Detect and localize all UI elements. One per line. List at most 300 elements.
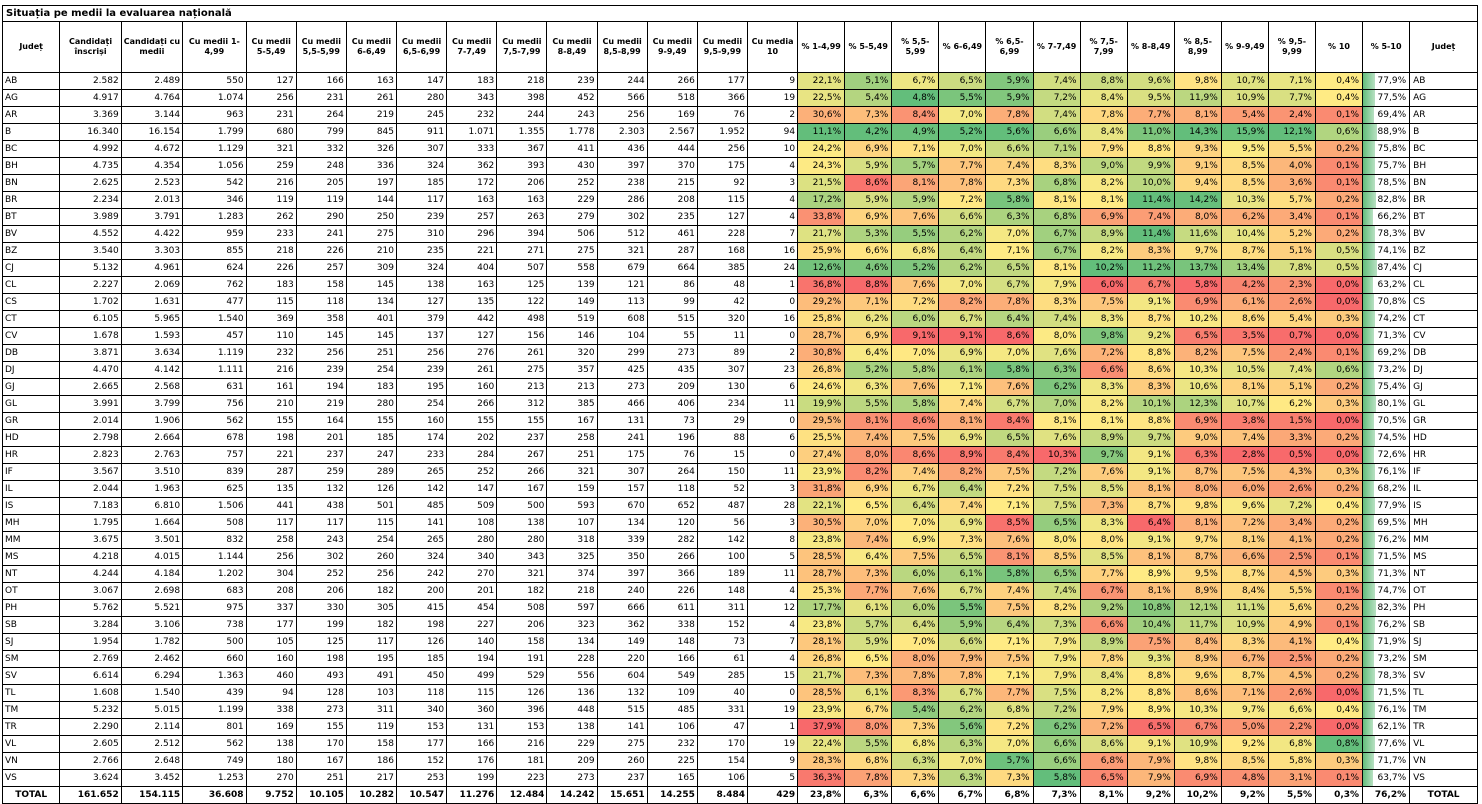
- percent-bar-cell: [1363, 634, 1410, 651]
- percent-cell: 7,3%: [1033, 617, 1080, 634]
- count-cell: 254: [346, 362, 396, 379]
- count-cell: 624: [183, 260, 246, 277]
- percent-cell: 8,1%: [1174, 515, 1221, 532]
- percent-cell: 7,4%: [939, 396, 986, 413]
- percent-cell: 6,8%: [1080, 753, 1127, 770]
- percent-value: 82,8%: [1377, 195, 1407, 205]
- percent-cell: 9,3%: [1174, 141, 1221, 158]
- count-cell: 183: [246, 277, 296, 294]
- column-header: % 9-9,49: [1221, 22, 1268, 73]
- percent-cell: 6,7%: [986, 396, 1033, 413]
- percent-cell: 36,8%: [798, 277, 845, 294]
- count-cell: 3.510: [121, 464, 182, 481]
- table-row: [3, 277, 1478, 294]
- data-bar: [1363, 464, 1375, 480]
- count-cell: 441: [246, 498, 296, 515]
- county-code: IL: [3, 481, 60, 498]
- percent-cell: 6,9%: [1080, 209, 1127, 226]
- percent-bar-cell: [1363, 175, 1410, 192]
- percent-cell: 8,1%: [892, 175, 939, 192]
- count-cell: 256: [697, 141, 747, 158]
- percent-cell: 7,7%: [845, 583, 892, 600]
- count-cell: 155: [296, 719, 346, 736]
- count-cell: 2.766: [60, 753, 121, 770]
- percent-cell: 22,5%: [798, 90, 845, 107]
- count-cell: 213: [497, 379, 547, 396]
- count-cell: 1.540: [121, 685, 182, 702]
- percent-cell: 11,0%: [1127, 124, 1174, 141]
- percent-cell: 0,2%: [1315, 668, 1362, 685]
- count-cell: 340: [447, 549, 497, 566]
- table-row: [3, 447, 1478, 464]
- total-cell: 11.276: [447, 787, 497, 804]
- county-code: HR: [3, 447, 60, 464]
- percent-bar-cell: [1363, 430, 1410, 447]
- percent-cell: 7,3%: [1080, 498, 1127, 515]
- count-cell: 148: [697, 583, 747, 600]
- count-cell: 213: [547, 379, 597, 396]
- column-header: Cu medii 7-7,49: [447, 22, 497, 73]
- count-cell: 282: [647, 532, 697, 549]
- percent-cell: 5,2%: [1268, 226, 1315, 243]
- count-cell: 210: [246, 396, 296, 413]
- percent-cell: 8,9%: [1174, 583, 1221, 600]
- count-cell: 439: [183, 685, 246, 702]
- count-cell: 512: [597, 226, 647, 243]
- count-cell: 76: [697, 107, 747, 124]
- count-cell: 131: [447, 719, 497, 736]
- count-cell: 103: [346, 685, 396, 702]
- count-cell: 3.567: [60, 464, 121, 481]
- percent-cell: 8,8%: [1127, 668, 1174, 685]
- column-header: % 6-6,49: [939, 22, 986, 73]
- count-cell: 506: [547, 226, 597, 243]
- table-row: [3, 770, 1478, 787]
- count-cell: 138: [246, 736, 296, 753]
- count-cell: 2.523: [121, 175, 182, 192]
- percent-cell: 6,4%: [1127, 515, 1174, 532]
- count-cell: 562: [183, 413, 246, 430]
- percent-cell: 0,4%: [1315, 498, 1362, 515]
- percent-cell: 8,2%: [1080, 685, 1127, 702]
- count-cell: 4.422: [121, 226, 182, 243]
- percent-cell: 7,9%: [1080, 141, 1127, 158]
- count-cell: 457: [183, 328, 246, 345]
- count-cell: 6.810: [121, 498, 182, 515]
- count-cell: 593: [547, 498, 597, 515]
- column-header: Cu medii 8,5-8,99: [597, 22, 647, 73]
- count-cell: 243: [296, 532, 346, 549]
- percent-cell: 8,0%: [845, 447, 892, 464]
- percent-cell: 7,4%: [1127, 209, 1174, 226]
- count-cell: 336: [346, 158, 396, 175]
- column-header: % 5-5,49: [845, 22, 892, 73]
- column-header: Cu medii 9,5-9,99: [697, 22, 747, 73]
- total-cell: 14.255: [647, 787, 697, 804]
- percent-cell: 8,7%: [1174, 464, 1221, 481]
- percent-cell: 7,7%: [1268, 90, 1315, 107]
- count-cell: 168: [697, 243, 747, 260]
- percent-cell: 7,1%: [845, 294, 892, 311]
- count-cell: 3: [747, 481, 797, 498]
- percent-cell: 6,2%: [1221, 209, 1268, 226]
- percent-cell: 6,8%: [1033, 175, 1080, 192]
- data-bar: [1363, 311, 1375, 327]
- table-row: [3, 753, 1478, 770]
- percent-cell: 7,5%: [1127, 634, 1174, 651]
- table-row: [3, 175, 1478, 192]
- percent-cell: 6,0%: [892, 311, 939, 328]
- count-cell: 266: [647, 549, 697, 566]
- count-cell: 321: [597, 243, 647, 260]
- count-cell: 104: [597, 328, 647, 345]
- table-row: [3, 311, 1478, 328]
- percent-cell: 7,5%: [1033, 481, 1080, 498]
- percent-cell: 8,2%: [939, 464, 986, 481]
- percent-cell: 5,4%: [1268, 311, 1315, 328]
- count-cell: 466: [597, 396, 647, 413]
- count-cell: 529: [497, 668, 547, 685]
- count-cell: 337: [246, 600, 296, 617]
- percent-cell: 9,8%: [1080, 328, 1127, 345]
- percent-value: 66,2%: [1377, 212, 1407, 222]
- count-cell: 180: [246, 753, 296, 770]
- percent-cell: 6,5%: [1033, 515, 1080, 532]
- count-cell: 542: [183, 175, 246, 192]
- column-header: Candidați înscriși: [60, 22, 121, 73]
- total-cell: 15.651: [597, 787, 647, 804]
- percent-bar-cell: [1363, 192, 1410, 209]
- percent-cell: 8,4%: [892, 107, 939, 124]
- percent-cell: 24,3%: [798, 158, 845, 175]
- count-cell: 6: [747, 430, 797, 447]
- count-cell: 1.202: [183, 566, 246, 583]
- count-cell: 499: [447, 668, 497, 685]
- percent-value: 82,3%: [1377, 603, 1407, 613]
- percent-cell: 6,5%: [986, 260, 1033, 277]
- count-cell: 357: [547, 362, 597, 379]
- count-cell: 239: [397, 209, 447, 226]
- percent-cell: 4,2%: [845, 124, 892, 141]
- count-cell: 2.234: [60, 192, 121, 209]
- count-cell: 119: [346, 719, 396, 736]
- count-cell: 157: [597, 481, 647, 498]
- percent-cell: 5,9%: [986, 73, 1033, 90]
- count-cell: 2.648: [121, 753, 182, 770]
- percent-value: 73,2%: [1377, 365, 1407, 375]
- count-cell: 749: [183, 753, 246, 770]
- count-cell: 7: [747, 226, 797, 243]
- percent-cell: 6,3%: [986, 209, 1033, 226]
- percent-cell: 6,9%: [845, 141, 892, 158]
- count-cell: 119: [246, 192, 296, 209]
- county-code: IF: [1410, 464, 1478, 481]
- percent-cell: 3,6%: [1268, 175, 1315, 192]
- percent-cell: 5,9%: [892, 192, 939, 209]
- percent-bar-cell: [1363, 362, 1410, 379]
- percent-cell: 6,5%: [845, 651, 892, 668]
- count-cell: 6: [747, 379, 797, 396]
- count-cell: 164: [296, 413, 346, 430]
- percent-cell: 6,9%: [939, 430, 986, 447]
- count-cell: 1.253: [183, 770, 246, 787]
- percent-cell: 0,1%: [1315, 209, 1362, 226]
- count-cell: 198: [296, 651, 346, 668]
- count-cell: 55: [647, 328, 697, 345]
- percent-cell: 7,2%: [1033, 90, 1080, 107]
- count-cell: 221: [246, 447, 296, 464]
- count-cell: 4.218: [60, 549, 121, 566]
- count-cell: 4.764: [121, 90, 182, 107]
- count-cell: 177: [397, 736, 447, 753]
- percent-cell: 3,4%: [1268, 209, 1315, 226]
- percent-cell: 7,1%: [1268, 73, 1315, 90]
- percent-value: 71,3%: [1377, 331, 1407, 341]
- count-cell: 324: [397, 260, 447, 277]
- data-bar: [1363, 124, 1377, 140]
- county-code: VS: [3, 770, 60, 787]
- percent-bar-cell: [1363, 345, 1410, 362]
- count-cell: 7: [747, 634, 797, 651]
- count-cell: 258: [547, 430, 597, 447]
- column-header: Cu medii 9-9,49: [647, 22, 697, 73]
- percent-bar-cell: [1363, 770, 1410, 787]
- percent-bar-cell: [1363, 73, 1410, 90]
- count-cell: 163: [447, 192, 497, 209]
- percent-cell: 6,7%: [892, 73, 939, 90]
- count-cell: 3: [747, 515, 797, 532]
- percent-cell: 22,4%: [798, 736, 845, 753]
- count-cell: 109: [647, 685, 697, 702]
- count-cell: 4.015: [121, 549, 182, 566]
- column-header: % 8-8,49: [1127, 22, 1174, 73]
- count-cell: 231: [296, 90, 346, 107]
- count-cell: 131: [597, 413, 647, 430]
- county-code: DJ: [1410, 362, 1478, 379]
- count-cell: 6.294: [121, 668, 182, 685]
- percent-bar-cell: [1363, 328, 1410, 345]
- count-cell: 163: [497, 192, 547, 209]
- percent-value: 71,5%: [1377, 552, 1407, 562]
- percent-cell: 8,2%: [1080, 396, 1127, 413]
- count-cell: 248: [296, 158, 346, 175]
- percent-cell: 6,0%: [892, 600, 939, 617]
- percent-cell: 5,1%: [1268, 379, 1315, 396]
- count-cell: 199: [296, 617, 346, 634]
- count-cell: 169: [647, 107, 697, 124]
- percent-cell: 12,1%: [1174, 600, 1221, 617]
- count-cell: 106: [697, 770, 747, 787]
- percent-cell: 24,2%: [798, 141, 845, 158]
- count-cell: 172: [447, 175, 497, 192]
- percent-value: 71,5%: [1377, 688, 1407, 698]
- percent-cell: 7,6%: [892, 209, 939, 226]
- percent-cell: 8,7%: [1221, 668, 1268, 685]
- count-cell: 299: [597, 345, 647, 362]
- data-bar: [1363, 617, 1375, 633]
- count-cell: 9: [747, 73, 797, 90]
- percent-cell: 7,8%: [1080, 651, 1127, 668]
- percent-cell: 7,5%: [1033, 498, 1080, 515]
- county-code: TL: [1410, 685, 1478, 702]
- count-cell: 127: [447, 328, 497, 345]
- percent-cell: 28,3%: [798, 753, 845, 770]
- percent-cell: 21,5%: [798, 175, 845, 192]
- percent-bar-cell: [1363, 481, 1410, 498]
- table-row: [3, 481, 1478, 498]
- percent-cell: 15,9%: [1221, 124, 1268, 141]
- count-cell: 270: [246, 770, 296, 787]
- table-row: [3, 685, 1478, 702]
- percent-cell: 6,0%: [1221, 481, 1268, 498]
- count-cell: 167: [497, 481, 547, 498]
- percent-cell: 14,3%: [1174, 124, 1221, 141]
- percent-cell: 8,8%: [1127, 413, 1174, 430]
- percent-cell: 1,5%: [1268, 413, 1315, 430]
- count-cell: 260: [346, 549, 396, 566]
- count-cell: 3.791: [121, 209, 182, 226]
- percent-cell: 9,3%: [1127, 651, 1174, 668]
- percent-cell: 7,6%: [892, 379, 939, 396]
- count-cell: 518: [647, 90, 697, 107]
- percent-cell: 5,2%: [892, 260, 939, 277]
- county-code: DJ: [3, 362, 60, 379]
- percent-cell: 13,4%: [1221, 260, 1268, 277]
- county-code: AG: [3, 90, 60, 107]
- county-code: BZ: [3, 243, 60, 260]
- count-cell: 232: [647, 736, 697, 753]
- count-cell: 280: [447, 532, 497, 549]
- percent-cell: 6,3%: [939, 736, 986, 753]
- count-cell: 127: [697, 209, 747, 226]
- percent-cell: 6,8%: [892, 736, 939, 753]
- count-cell: 2.013: [121, 192, 182, 209]
- percent-cell: 6,6%: [1033, 736, 1080, 753]
- percent-value: 78,3%: [1377, 229, 1407, 239]
- percent-cell: 6,4%: [939, 481, 986, 498]
- percent-cell: 17,2%: [798, 192, 845, 209]
- count-cell: 185: [397, 175, 447, 192]
- count-cell: 631: [183, 379, 246, 396]
- count-cell: 11: [747, 396, 797, 413]
- count-cell: 366: [647, 566, 697, 583]
- count-cell: 444: [647, 141, 697, 158]
- percent-cell: 8,1%: [1221, 379, 1268, 396]
- percent-cell: 7,8%: [845, 770, 892, 787]
- percent-cell: 7,2%: [1033, 702, 1080, 719]
- percent-bar-cell: [1363, 651, 1410, 668]
- percent-cell: 6,7%: [1033, 226, 1080, 243]
- count-cell: 159: [547, 481, 597, 498]
- percent-cell: 0,2%: [1315, 532, 1362, 549]
- percent-value: 80,1%: [1377, 399, 1407, 409]
- percent-cell: 7,3%: [845, 107, 892, 124]
- count-cell: 311: [697, 600, 747, 617]
- percent-cell: 7,7%: [1127, 107, 1174, 124]
- count-cell: 127: [397, 294, 447, 311]
- count-cell: 15: [747, 668, 797, 685]
- count-cell: 138: [547, 719, 597, 736]
- count-cell: 29: [697, 413, 747, 430]
- percent-cell: 12,6%: [798, 260, 845, 277]
- percent-cell: 33,8%: [798, 209, 845, 226]
- count-cell: 452: [547, 90, 597, 107]
- percent-cell: 4,6%: [845, 260, 892, 277]
- percent-value: 74,1%: [1377, 246, 1407, 256]
- county-code: IS: [3, 498, 60, 515]
- count-cell: 2.664: [121, 430, 182, 447]
- percent-cell: 4,8%: [892, 90, 939, 107]
- percent-value: 77,6%: [1377, 739, 1407, 749]
- count-cell: 0: [747, 294, 797, 311]
- total-label: TOTAL: [3, 787, 60, 804]
- count-cell: 296: [447, 226, 497, 243]
- count-cell: 258: [246, 532, 296, 549]
- count-cell: 198: [246, 430, 296, 447]
- count-cell: 266: [447, 396, 497, 413]
- data-bar: [1363, 515, 1374, 531]
- count-cell: 158: [346, 736, 396, 753]
- count-cell: 2.769: [60, 651, 121, 668]
- count-cell: 206: [296, 583, 346, 600]
- percent-value: 69,5%: [1377, 518, 1407, 528]
- percent-cell: 0,0%: [1315, 719, 1362, 736]
- count-cell: 404: [447, 260, 497, 277]
- count-cell: 155: [246, 413, 296, 430]
- count-cell: 182: [346, 583, 396, 600]
- column-header: Cu medii 5-5,49: [246, 22, 296, 73]
- percent-cell: 23,8%: [798, 617, 845, 634]
- count-cell: 128: [296, 685, 346, 702]
- percent-cell: 10,3%: [1221, 192, 1268, 209]
- percent-cell: 19,9%: [798, 396, 845, 413]
- county-code: GR: [3, 413, 60, 430]
- count-cell: 4.672: [121, 141, 182, 158]
- count-cell: 261: [497, 345, 547, 362]
- count-cell: 280: [497, 532, 547, 549]
- percent-cell: 0,0%: [1315, 328, 1362, 345]
- count-cell: 267: [497, 447, 547, 464]
- count-cell: 118: [647, 481, 697, 498]
- percent-cell: 4,5%: [1268, 668, 1315, 685]
- percent-cell: 6,6%: [1268, 702, 1315, 719]
- percent-bar-cell: [1363, 549, 1410, 566]
- percent-cell: 7,0%: [892, 345, 939, 362]
- county-code: TM: [3, 702, 60, 719]
- percent-cell: 9,9%: [1127, 158, 1174, 175]
- data-bar: [1363, 209, 1373, 225]
- percent-cell: 7,8%: [939, 175, 986, 192]
- count-cell: 549: [647, 668, 697, 685]
- percent-cell: 0,1%: [1315, 107, 1362, 124]
- count-cell: 273: [647, 345, 697, 362]
- count-cell: 558: [547, 260, 597, 277]
- count-cell: 136: [547, 685, 597, 702]
- count-cell: 240: [597, 583, 647, 600]
- percent-cell: 0,2%: [1315, 226, 1362, 243]
- percent-cell: 5,8%: [986, 566, 1033, 583]
- percent-cell: 0,4%: [1315, 73, 1362, 90]
- table-row: [3, 532, 1478, 549]
- count-cell: 597: [547, 600, 597, 617]
- count-cell: 275: [547, 243, 597, 260]
- count-cell: 493: [296, 668, 346, 685]
- percent-cell: 37,9%: [798, 719, 845, 736]
- count-cell: 1.799: [183, 124, 246, 141]
- percent-cell: 8,1%: [986, 549, 1033, 566]
- percent-cell: 6,3%: [892, 753, 939, 770]
- count-cell: 134: [346, 294, 396, 311]
